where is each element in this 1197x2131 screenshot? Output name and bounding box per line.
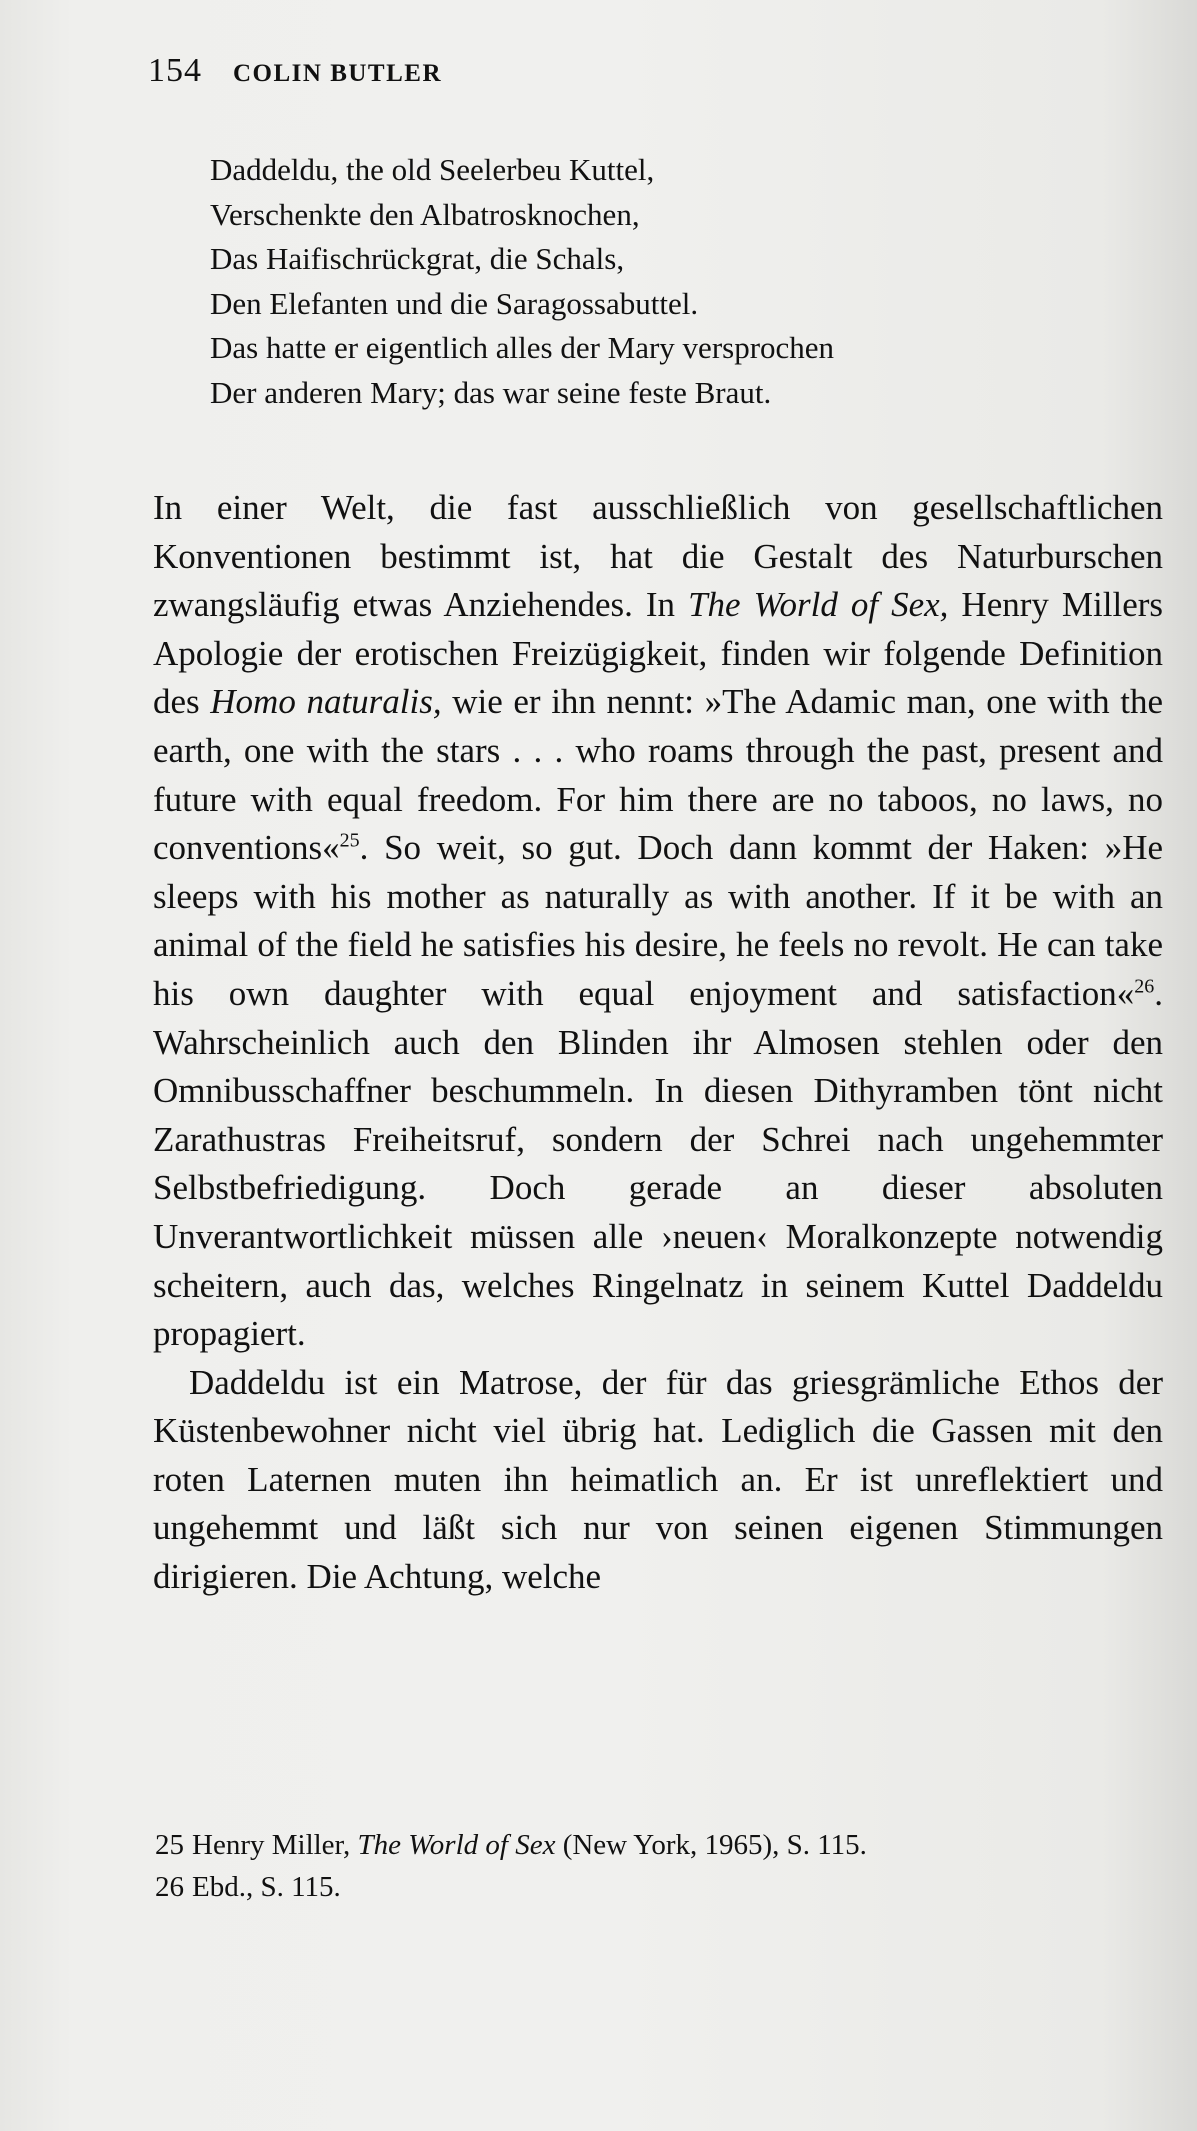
footnote-title: The World of Sex (357, 1829, 556, 1861)
footnote-text: (New York, 1965), S. 115. (555, 1829, 867, 1861)
text-span: . So weit, so gut. Doch dann kommt der Haken: »He sleeps with his mother as naturally as with another. If it be with an animal of the field he satisfies his desire, he feels no revolt. He can take his own daughter with equal enjoyment and satisfaction« (153, 828, 1163, 1013)
footnote-number: 26 (155, 1871, 184, 1903)
text-span: wie er ihn nennt: »The Adamic man, one with the earth, one with the stars . . . who roams through the past, present and future with equal freedom. For him there are no taboos, no laws, no conventions« (153, 682, 1164, 868)
footnotes (155, 1824, 1155, 1908)
verse-line: Das Haifischrückgrat, die Schals, (210, 241, 625, 276)
latin-term: Homo naturalis, (210, 682, 442, 722)
footnote-ref: 26 (1134, 975, 1155, 998)
running-head (148, 52, 442, 90)
footnote-ref: 25 (339, 829, 360, 852)
text-span: In einer Welt, die fast ausschließlich von gesellschaftlichen Konventionen bestimmt ist, hat die Gestalt des Naturburschen zwangsläufig etwas Anziehendes. In (153, 488, 1163, 625)
verse-line: Den Elefanten und die Saragossabuttel. (210, 285, 699, 321)
verse-quotation (210, 148, 1110, 415)
paragraph (153, 484, 1163, 1359)
page-number: 154 (148, 52, 202, 89)
footnote (155, 1866, 1155, 1908)
text-span: . Wahrscheinlich auch den Blinden ihr Almosen stehlen oder den Omnibusschaffner beschummeln. In diesen Dithyramben tönt nicht Zarathustras Freiheitsruf, sondern der Schrei nach ungehemmter Selbstbefriedigung. Doch gerade an dieser absoluten Unverantwortlichkeit müssen alle ›neuen‹ Moralkonzepte notwendig scheitern, auch das, welches Ringelnatz in seinem Kuttel Daddeldu propagiert. (153, 973, 1163, 1354)
verse-line: Der anderen Mary; das war seine feste Braut. (210, 374, 772, 410)
footnote-text: Ebd., S. 115. (192, 1871, 341, 1903)
verse-line: Daddeldu, the old Seelerbeu Kuttel, (210, 152, 655, 187)
verse-line: Das hatte er eigentlich alles der Mary versprochen (210, 330, 835, 365)
text-span: Henry Millers Apologie der erotischen Freizügigkeit, finden wir folgende Definition des (153, 585, 1164, 722)
verse-line: Verschenkte den Albatrosknochen, (210, 196, 640, 232)
footnote (155, 1824, 1155, 1866)
paragraph: Daddeldu ist ein Matrose, der für das griesgrämliche Ethos der Küstenbewohner nicht viel übrig hat. Lediglich die Gassen mit den roten Laternen muten ihn heimatlich an. Er ist unreflektiert und ungehemmt und läßt sich nur von seinen eigenen Stimmungen dirigieren. Die Achtung, welche (153, 1362, 1163, 1597)
book-title: The World of Sex, (688, 585, 949, 625)
footnote-number: 25 (155, 1829, 184, 1861)
body-text (153, 484, 1163, 1602)
footnote-text: Henry Miller, (192, 1829, 358, 1861)
running-head-author: COLIN BUTLER (233, 60, 443, 87)
